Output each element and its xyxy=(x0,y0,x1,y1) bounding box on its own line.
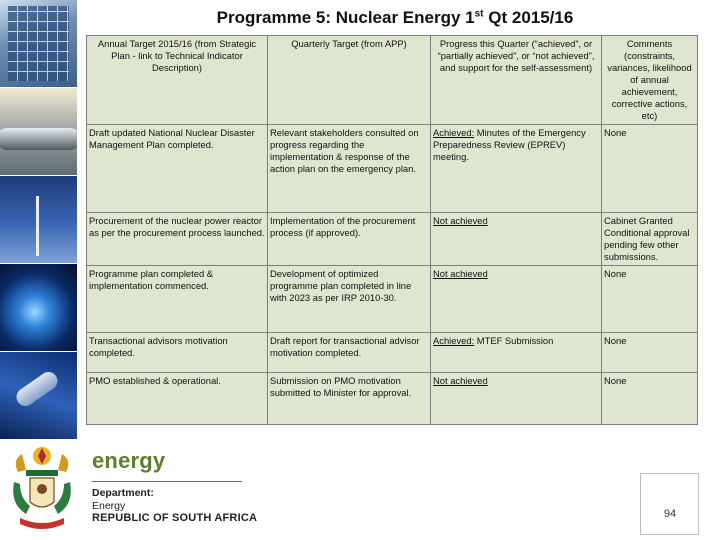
annual-target-cell: Draft updated National Nuclear Disaster Management Plan completed. xyxy=(87,125,268,213)
country-name: REPUBLIC OF SOUTH AFRICA xyxy=(92,512,258,524)
progress-cell xyxy=(431,125,602,213)
header-progress: Progress this Quarter (“achieved”, or “partially achieved”, or “not achieved”, and support for the self-assessment) xyxy=(431,36,602,125)
status-label: Not achieved xyxy=(433,215,488,226)
energy-wordmark: energy xyxy=(92,448,166,473)
quarterly-target-cell: Implementation of the procurement process (if approved). xyxy=(268,213,431,266)
branding-footer xyxy=(0,440,720,540)
page-number-box xyxy=(640,473,699,535)
quarterly-target-cell: Relevant stakeholders consulted on progress regarding the implementation & response of the action plan on the emergency plan. xyxy=(268,125,431,213)
department-label: Department: xyxy=(92,487,154,499)
annual-target-cell: Procurement of the nuclear power reactor as per the procurement process launched. xyxy=(87,213,268,266)
comments-cell: None xyxy=(602,266,698,333)
header-comments: Comments (constraints, variances, likelihood of annual achievement, corrective actions, etc) xyxy=(602,36,698,125)
solar-panel-image xyxy=(0,0,77,88)
status-label: Achieved: xyxy=(433,335,475,346)
quarterly-target-cell: Draft report for transactional advisor motivation completed. xyxy=(268,333,431,373)
table-row xyxy=(87,266,698,333)
quarterly-target-cell: Development of optimized programme plan completed in line with 2023 as per IRP 2010-30. xyxy=(268,266,431,333)
department-name: Energy xyxy=(92,500,126,512)
comments-cell: None xyxy=(602,125,698,213)
progress-cell xyxy=(431,333,602,373)
table-row xyxy=(87,125,698,213)
table-row xyxy=(87,213,698,266)
photo-strip xyxy=(0,0,77,440)
comments-cell: Cabinet Granted Conditional approval pending few other submissions. xyxy=(602,213,698,266)
progress-detail: MTEF Submission xyxy=(474,335,554,346)
table-row xyxy=(87,333,698,373)
table-row xyxy=(87,373,698,425)
gas-flame-image xyxy=(0,264,77,352)
progress-cell xyxy=(431,266,602,333)
annual-target-cell: Transactional advisors motivation completed. xyxy=(87,333,268,373)
progress-cell xyxy=(431,213,602,266)
programme-table xyxy=(86,35,698,425)
status-label: Achieved: xyxy=(433,127,475,138)
page-title: Programme 5: Nuclear Energy 1st Qt 2015/16 xyxy=(216,8,574,27)
energy-tube-image xyxy=(0,352,77,440)
progress-cell xyxy=(431,373,602,425)
pipeline-image xyxy=(0,88,77,176)
branding-divider xyxy=(92,481,242,482)
comments-cell: None xyxy=(602,373,698,425)
header-annual-target: Annual Target 2015/16 (from Strategic Plan - link to Technical Indicator Description) xyxy=(87,36,268,125)
coat-of-arms-icon xyxy=(8,442,76,536)
progress-detail: Minutes of the Emergency Preparedness Review (EPREV) meeting. xyxy=(433,127,586,162)
quarterly-target-cell: Submission on PMO motivation submitted to Minister for approval. xyxy=(268,373,431,425)
page-number: 94 xyxy=(663,508,677,520)
wind-turbine-image xyxy=(0,176,77,264)
header-quarterly-target: Quarterly Target (from APP) xyxy=(268,36,431,125)
annual-target-cell: Programme plan completed & implementation commenced. xyxy=(87,266,268,333)
annual-target-cell: PMO established & operational. xyxy=(87,373,268,425)
comments-cell: None xyxy=(602,333,698,373)
status-label: Not achieved xyxy=(433,268,488,279)
status-label: Not achieved xyxy=(433,375,488,386)
table-header-row xyxy=(87,36,698,125)
